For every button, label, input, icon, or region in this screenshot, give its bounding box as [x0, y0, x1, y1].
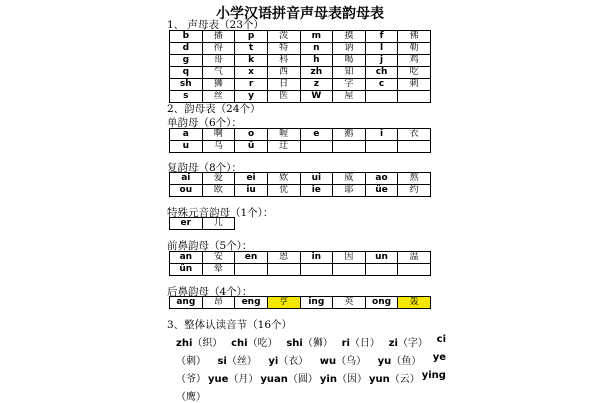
pinyin-cell	[235, 264, 268, 276]
hanzi-cell: 耶	[333, 185, 366, 197]
pinyin-cell: a	[170, 129, 203, 141]
hanzi-cell: 衣	[398, 129, 431, 141]
table-row	[170, 297, 431, 309]
front-nasal-label: 前鼻韵母（5个）：	[167, 240, 253, 252]
hanzi-cell	[333, 264, 366, 276]
pinyin-cell: an	[170, 252, 203, 264]
syllable-word: （衣）	[278, 356, 309, 367]
syllable-word: （刺）	[176, 356, 206, 367]
hanzi-cell: 优	[267, 185, 300, 197]
hanzi-cell: 刺	[398, 79, 431, 91]
table-row	[170, 67, 431, 79]
hanzi-cell: 轰	[398, 297, 431, 309]
syllable-word: （日）	[349, 338, 380, 349]
syllable-pinyin: yun	[368, 374, 390, 385]
syllable-item	[208, 370, 258, 385]
table-row	[170, 129, 431, 141]
pinyin-cell: y	[235, 91, 268, 103]
pinyin-cell: ai	[170, 173, 203, 185]
pinyin-cell	[365, 264, 398, 276]
pinyin-cell: o	[235, 129, 268, 141]
syllable-word: （鱼）	[391, 356, 422, 367]
syllable-pinyin: zhi	[176, 338, 193, 349]
syllable-item	[342, 334, 380, 349]
syllable-pinyin: wu	[319, 356, 337, 367]
pinyin-cell: er	[170, 218, 203, 230]
table-row	[170, 185, 431, 197]
hanzi-cell: 欸	[267, 173, 300, 185]
pinyin-cell: x	[235, 67, 268, 79]
hanzi-cell: 喝	[333, 55, 366, 67]
pinyin-cell: d	[170, 43, 203, 55]
syllable-word: （爷）	[176, 374, 206, 385]
syllable-pinyin: yin	[319, 374, 337, 385]
back-nasal-table	[169, 296, 431, 309]
table-row	[170, 173, 431, 185]
pinyin-cell: u	[170, 141, 203, 153]
hanzi-cell: 啊	[202, 129, 235, 141]
hanzi-cell: 乌	[202, 141, 235, 153]
pinyin-cell: ch	[365, 67, 398, 79]
hanzi-cell: 得	[202, 43, 235, 55]
pinyin-cell: e	[300, 129, 333, 141]
table-row	[170, 55, 431, 67]
pinyin-cell: g	[170, 55, 203, 67]
hanzi-cell: 爱	[202, 173, 235, 185]
pinyin-cell: zh	[300, 67, 333, 79]
hanzi-cell: 熬	[398, 173, 431, 185]
table-row	[170, 43, 431, 55]
syllable-pinyin: si	[217, 356, 227, 367]
syllable-pinyin: ying	[421, 370, 446, 381]
syllable-pinyin: shi	[286, 338, 303, 349]
hanzi-cell: 因	[333, 252, 366, 264]
syllable-word: （鹰）	[176, 392, 206, 403]
pinyin-cell: ing	[300, 297, 333, 309]
hanzi-cell	[267, 264, 300, 276]
hanzi-cell	[333, 141, 366, 153]
syllable-item	[176, 352, 206, 367]
syllable-word: （圆）	[287, 374, 318, 385]
syllable-item	[369, 370, 420, 385]
hanzi-cell: 哥	[202, 55, 235, 67]
hanzi-cell: 温	[398, 252, 431, 264]
syllable-word: （吃）	[247, 338, 278, 349]
pinyin-cell	[300, 141, 333, 153]
pinyin-cell: en	[235, 252, 268, 264]
hanzi-cell: 日	[267, 79, 300, 91]
pinyin-cell: p	[235, 31, 268, 43]
hanzi-cell: 约	[398, 185, 431, 197]
syllable-item	[422, 370, 446, 385]
syllable-line	[176, 352, 446, 367]
whole-syllables-heading: 3、整体认读音节（16个）	[167, 319, 293, 331]
syllable-item	[437, 334, 446, 349]
syllable-pinyin: ci	[436, 334, 446, 345]
single-finals-table	[169, 128, 431, 153]
syllable-item	[389, 334, 428, 349]
syllable-word: （因）	[336, 374, 367, 385]
syllable-item	[176, 334, 222, 349]
syllable-word: （织）	[192, 338, 223, 349]
hanzi-cell: 佛	[398, 31, 431, 43]
pinyin-cell: c	[365, 79, 398, 91]
syllable-pinyin: yue	[207, 374, 229, 385]
initials-heading: 1、 声母表（23个）	[167, 19, 264, 31]
pinyin-cell	[365, 141, 398, 153]
hanzi-cell: 勒	[398, 43, 431, 55]
syllable-item	[260, 370, 318, 385]
table-row	[170, 31, 431, 43]
hanzi-cell	[398, 264, 431, 276]
pinyin-cell: f	[365, 31, 398, 43]
syllable-pinyin: ri	[341, 338, 350, 349]
hanzi-cell: 吃	[398, 67, 431, 79]
hanzi-cell: 讷	[333, 43, 366, 55]
pinyin-cell: b	[170, 31, 203, 43]
pinyin-cell: ao	[365, 173, 398, 185]
pinyin-cell: ui	[300, 173, 333, 185]
hanzi-cell: 恩	[267, 252, 300, 264]
pinyin-cell: q	[170, 67, 203, 79]
special-finals-table	[169, 217, 235, 230]
compound-finals-label: 复韵母（8个）：	[167, 162, 242, 174]
hanzi-cell: 欧	[202, 185, 235, 197]
syllable-word: （字）	[397, 338, 428, 349]
hanzi-cell: 气	[202, 67, 235, 79]
pinyin-cell: eng	[235, 297, 268, 309]
compound-finals-table	[169, 172, 431, 197]
syllable-pinyin: yi	[268, 356, 279, 367]
pinyin-cell: i	[365, 129, 398, 141]
hanzi-cell: 医	[267, 91, 300, 103]
syllable-line	[176, 388, 446, 403]
pinyin-cell: ang	[170, 297, 203, 309]
hanzi-cell: 鹅	[333, 129, 366, 141]
single-finals-label: 单韵母（6个）：	[167, 117, 242, 129]
pinyin-cell: sh	[170, 79, 203, 91]
initials-table	[169, 30, 431, 103]
hanzi-cell: 儿	[202, 218, 235, 230]
hanzi-cell: 丝	[202, 91, 235, 103]
syllable-item	[231, 334, 277, 349]
pinyin-cell: ei	[235, 173, 268, 185]
pinyin-cell: z	[300, 79, 333, 91]
pinyin-cell: m	[300, 31, 333, 43]
table-row	[170, 79, 431, 91]
pinyin-cell	[365, 91, 398, 103]
pinyin-cell: in	[300, 252, 333, 264]
syllable-item	[433, 352, 446, 367]
syllable-item	[217, 352, 256, 367]
pinyin-cell: ü	[235, 141, 268, 153]
pinyin-cell: n	[300, 43, 333, 55]
syllable-pinyin: ye	[432, 352, 446, 363]
syllable-item	[320, 352, 366, 367]
syllable-item	[268, 352, 308, 367]
pinyin-cell: j	[365, 55, 398, 67]
syllable-word: （云）	[389, 374, 420, 385]
hanzi-cell: 安	[202, 252, 235, 264]
pinyin-cell: iu	[235, 185, 268, 197]
hanzi-cell: 泼	[267, 31, 300, 43]
hanzi-cell	[398, 141, 431, 153]
syllable-line	[176, 370, 446, 385]
table-row	[170, 252, 431, 264]
syllable-item	[176, 370, 206, 385]
hanzi-cell: 狮	[202, 79, 235, 91]
syllable-word: （乌）	[336, 356, 367, 367]
pinyin-cell: ong	[365, 297, 398, 309]
hanzi-cell: 昂	[202, 297, 235, 309]
pinyin-cell: ou	[170, 185, 203, 197]
hanzi-cell: 鸡	[398, 55, 431, 67]
pinyin-cell: t	[235, 43, 268, 55]
syllable-word: （丝）	[226, 356, 257, 367]
syllable-line	[176, 334, 446, 349]
syllable-pinyin: yuan	[260, 374, 288, 385]
pinyin-cell: r	[235, 79, 268, 91]
syllable-pinyin: chi	[231, 338, 248, 349]
table-row	[170, 264, 431, 276]
hanzi-cell: 迂	[267, 141, 300, 153]
back-nasal-label: 后鼻韵母（4个）：	[167, 286, 253, 298]
table-row	[170, 218, 235, 230]
syllable-item	[176, 388, 206, 403]
table-row	[170, 141, 431, 153]
special-finals-label: 特殊元音韵母（1个）：	[167, 207, 274, 219]
hanzi-cell: 特	[267, 43, 300, 55]
hanzi-cell: 西	[267, 67, 300, 79]
hanzi-cell: 字	[333, 79, 366, 91]
syllable-item	[320, 370, 367, 385]
hanzi-cell: 英	[333, 297, 366, 309]
pinyin-cell: l	[365, 43, 398, 55]
hanzi-cell	[398, 91, 431, 103]
finals-heading: 2、韵母表（24个）	[167, 103, 261, 115]
pinyin-cell: un	[365, 252, 398, 264]
pinyin-cell: s	[170, 91, 203, 103]
hanzi-cell: 威	[333, 173, 366, 185]
pinyin-cell: h	[300, 55, 333, 67]
hanzi-cell: 知	[333, 67, 366, 79]
pinyin-cell: ie	[300, 185, 333, 197]
pinyin-cell	[300, 264, 333, 276]
pinyin-cell: k	[235, 55, 268, 67]
hanzi-cell: 喔	[267, 129, 300, 141]
pinyin-cell: W	[300, 91, 333, 103]
syllable-word: （狮）	[302, 338, 333, 349]
syllable-pinyin: yu	[377, 356, 392, 367]
syllable-pinyin: zi	[388, 338, 398, 349]
front-nasal-table	[169, 251, 431, 276]
hanzi-cell: 晕	[202, 264, 235, 276]
hanzi-cell: 摸	[333, 31, 366, 43]
page-title: 小学汉语拼音声母表韵母表	[216, 6, 384, 22]
syllable-item	[286, 334, 333, 349]
hanzi-cell: 播	[202, 31, 235, 43]
pinyin-cell: üe	[365, 185, 398, 197]
syllable-item	[378, 352, 422, 367]
hanzi-cell: 亨	[267, 297, 300, 309]
syllable-word: （月）	[228, 374, 259, 385]
pinyin-cell: ün	[170, 264, 203, 276]
hanzi-cell: 科	[267, 55, 300, 67]
hanzi-cell: 屋	[333, 91, 366, 103]
